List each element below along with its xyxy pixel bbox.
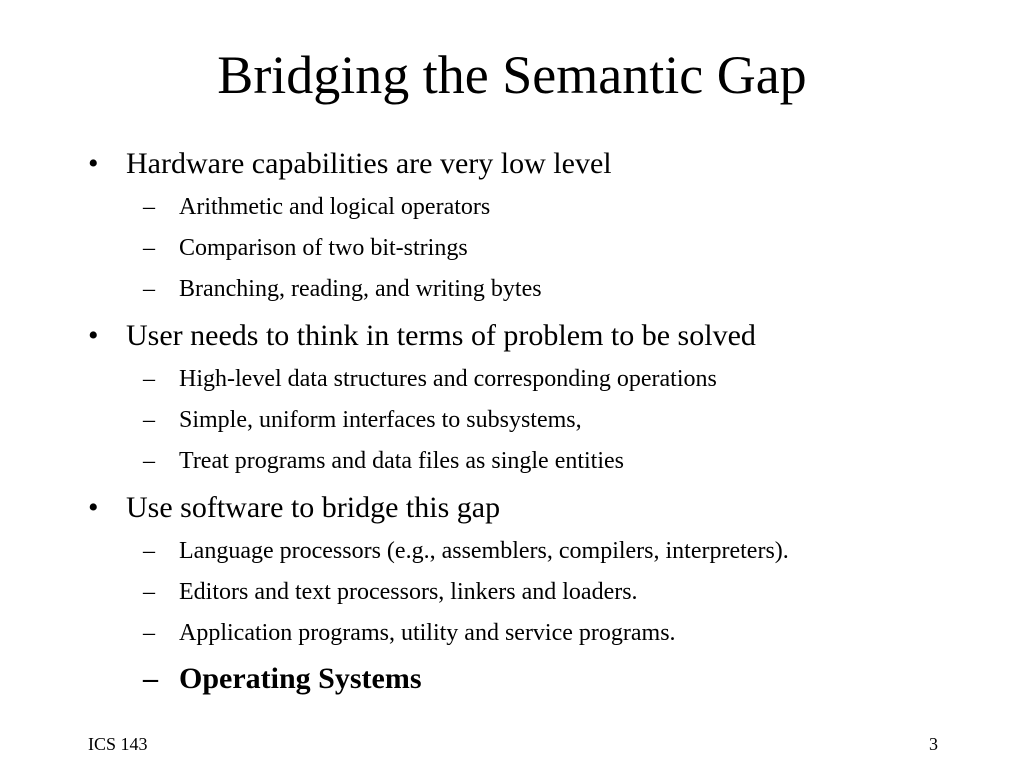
sub-bullet-item [134,441,988,482]
sub-bullet-item [134,359,988,400]
sub-bullet-marker: – [143,538,155,564]
sub-bullet-list [126,531,988,704]
sub-bullet-marker: – [143,235,155,261]
sub-bullet-item [134,531,988,572]
bullet-item [88,488,988,704]
sub-bullet-marker: – [143,579,155,605]
bullet-text: Use software to bridge this gap [126,491,501,524]
bullet-marker: • [88,491,99,524]
sub-bullet-text: Application programs, utility and service programs. [179,620,676,646]
sub-bullet-marker: – [143,448,155,474]
bullet-marker: • [88,319,99,352]
sub-bullet-item-emphasized [134,654,988,704]
sub-bullet-marker: – [143,662,158,695]
sub-bullet-text: Branching, reading, and writing bytes [179,276,542,302]
sub-bullet-text: Editors and text processors, linkers and loaders. [179,579,638,605]
sub-bullet-marker: – [143,407,155,433]
bullet-marker: • [88,147,99,180]
sub-bullet-item [134,187,988,228]
sub-bullet-marker: – [143,276,155,302]
sub-bullet-marker: – [143,194,155,220]
bullet-list [88,140,988,708]
sub-bullet-marker: – [143,366,155,392]
sub-bullet-text: Comparison of two bit-strings [179,235,468,261]
sub-bullet-item [134,400,988,441]
bullet-item [88,144,988,310]
footer-course: ICS 143 [88,734,148,754]
sub-bullet-item [134,613,988,654]
sub-bullet-text: Treat programs and data files as single entities [179,448,625,474]
footer-page-number: 3 [929,734,938,754]
slide-title: Bridging the Semantic Gap [217,45,807,105]
sub-bullet-text: Simple, uniform interfaces to subsystems, [179,407,582,433]
sub-bullet-list [126,359,988,482]
sub-bullet-text: High-level data structures and corresponding operations [179,366,717,392]
sub-bullet-item [134,572,988,613]
sub-bullet-text: Language processors (e.g., assemblers, compilers, interpreters). [179,538,789,564]
bullet-text: User needs to think in terms of problem to be solved [126,319,756,352]
sub-bullet-text: Operating Systems [179,662,422,695]
bullet-item [88,316,988,482]
bullet-text: Hardware capabilities are very low level [126,147,612,180]
sub-bullet-text: Arithmetic and logical operators [179,194,491,220]
sub-bullet-marker: – [143,620,155,646]
sub-bullet-item [134,269,988,310]
sub-bullet-list [126,187,988,310]
sub-bullet-item [134,228,988,269]
